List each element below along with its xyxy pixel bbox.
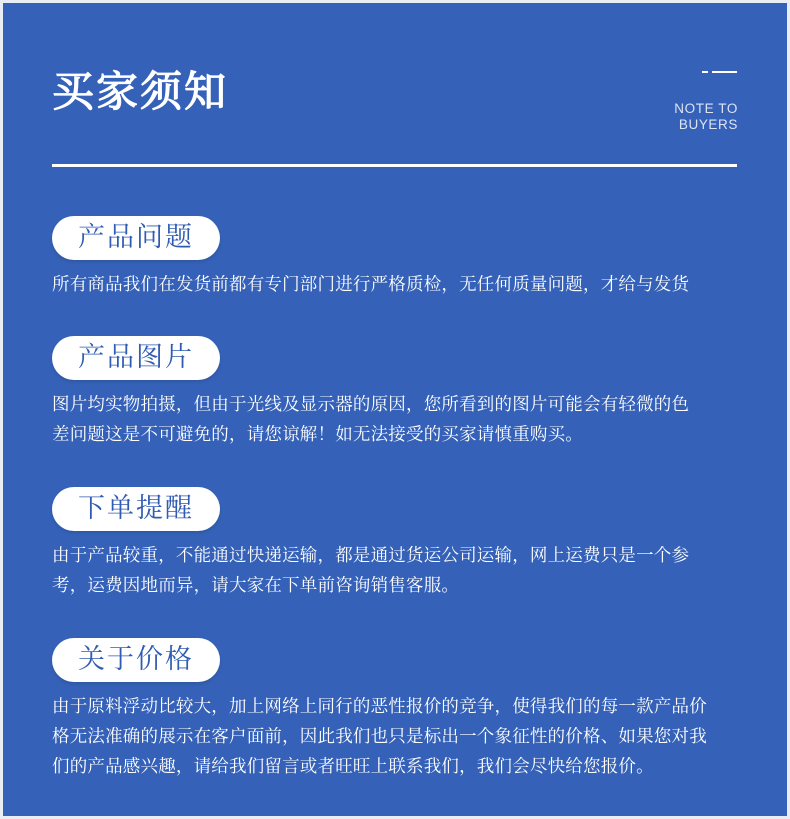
- section-body: [52, 692, 762, 782]
- section-product-images: [52, 336, 762, 450]
- body-line: 所有商品我们在发货前都有专门部门进行严格质检，无任何质量问题，才给与发货: [52, 275, 690, 295]
- body-line: 考，运费因地而异，请大家在下单前咨询销售客服。: [52, 576, 460, 596]
- page-title: 买家须知: [52, 67, 229, 116]
- section-product-issues: [52, 216, 762, 300]
- section-heading-badge: 关于价格: [52, 638, 220, 682]
- decorative-dash-short: [702, 71, 708, 73]
- section-heading-badge: 产品图片: [52, 336, 220, 380]
- section-heading-badge: 产品问题: [52, 216, 220, 260]
- body-line: 由于产品较重，不能通过快递运输，都是通过货运公司运输，网上运费只是一个参: [52, 546, 690, 566]
- body-line: 由于原料浮动比较大，加上网络上同行的恶性报价的竞争，使得我们的每一款产品价: [52, 697, 707, 717]
- decorative-dash-long: [712, 71, 737, 73]
- subtitle-line-2: BUYERS: [678, 117, 738, 132]
- section-body: [52, 541, 762, 601]
- body-line: 图片均实物拍摄，但由于光线及显示器的原因，您所看到的图片可能会有轻微的色: [52, 395, 690, 415]
- section-body: [52, 390, 762, 450]
- section-heading-badge: 下单提醒: [52, 487, 220, 531]
- body-line: 们的产品感兴趣，请给我们留言或者旺旺上联系我们，我们会尽快给您报价。: [52, 757, 654, 777]
- section-body: [52, 270, 762, 300]
- body-line: 格无法准确的展示在客户面前，因此我们也只是标出一个象征性的价格、如果您对我: [52, 727, 707, 747]
- section-about-pricing: [52, 638, 762, 782]
- subtitle-line-1: NOTE TO: [674, 101, 738, 116]
- page-subtitle: [674, 101, 738, 133]
- section-order-reminder: [52, 487, 762, 601]
- body-line: 差问题这是不可避免的，请您谅解！如无法接受的买家请慎重购买。: [52, 425, 583, 445]
- header-divider: [52, 164, 737, 167]
